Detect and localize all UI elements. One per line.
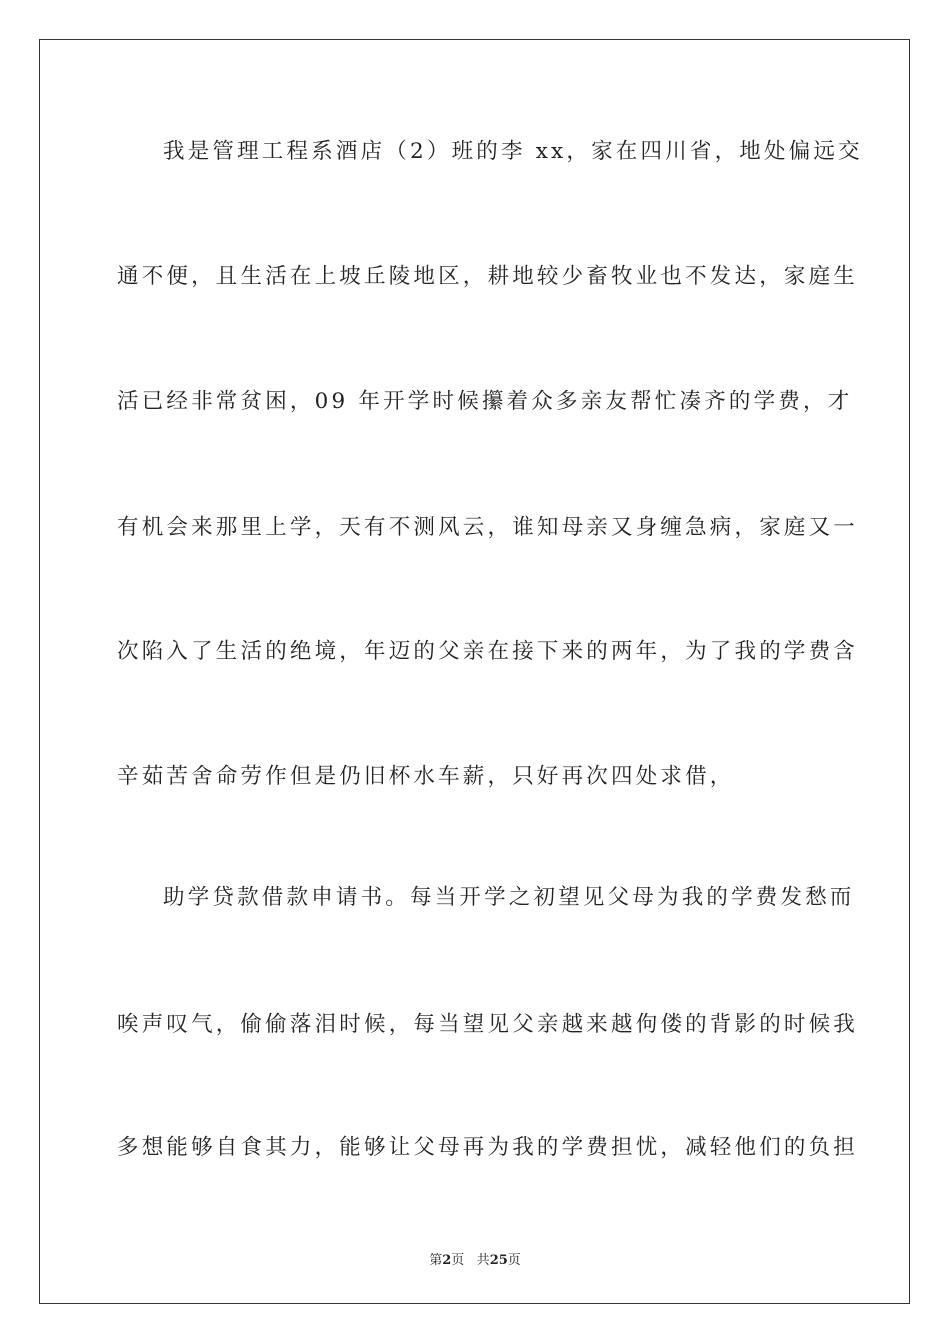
footer-page-prefix: 第 (429, 1253, 443, 1268)
page-border (39, 39, 910, 1304)
paragraph-1-line-2: 通不便，且生活在上坡丘陵地区，耕地较少畜牧业也不发达，家庭生 (117, 264, 859, 289)
paragraph-1-line-6: 辛茹苦舍命劳作但是仍旧杯水车薪，只好再次四处求借， (117, 764, 735, 789)
footer-page-number: 2 (442, 1253, 452, 1268)
paragraph-1-line-1: 我是管理工程系酒店（2）班的李 xx，家在四川省，地处偏远交 (163, 139, 863, 164)
footer-total-prefix: 共 (476, 1253, 490, 1268)
footer-total-suffix: 页 (507, 1253, 521, 1268)
paragraph-2-line-3: 多想能够自食其力，能够让父母再为我的学费担忧，减轻他们的负担 (117, 1135, 859, 1160)
paragraph-2-line-1: 助学贷款借款申请书。每当开学之初望见父母为我的学费发愁而 (163, 885, 855, 910)
paragraph-2-line-2: 唉声叹气，偷偷落泪时候，每当望见父亲越来越佝偻的背影的时候我 (117, 1012, 859, 1037)
page-footer (0, 1249, 950, 1268)
paragraph-1-line-3: 活已经非常贫困，09 年开学时候攥着众多亲友帮忙凑齐的学费，才 (117, 389, 853, 414)
paragraph-1-line-5: 次陷入了生活的绝境，年迈的父亲在接下来的两年，为了我的学费含 (117, 639, 859, 664)
footer-total-pages: 25 (489, 1253, 508, 1268)
paragraph-1-line-4: 有机会来那里上学，天有不测风云，谁知母亲又身缠急病，家庭又一 (117, 515, 859, 540)
footer-page-suffix: 页 (451, 1253, 465, 1268)
